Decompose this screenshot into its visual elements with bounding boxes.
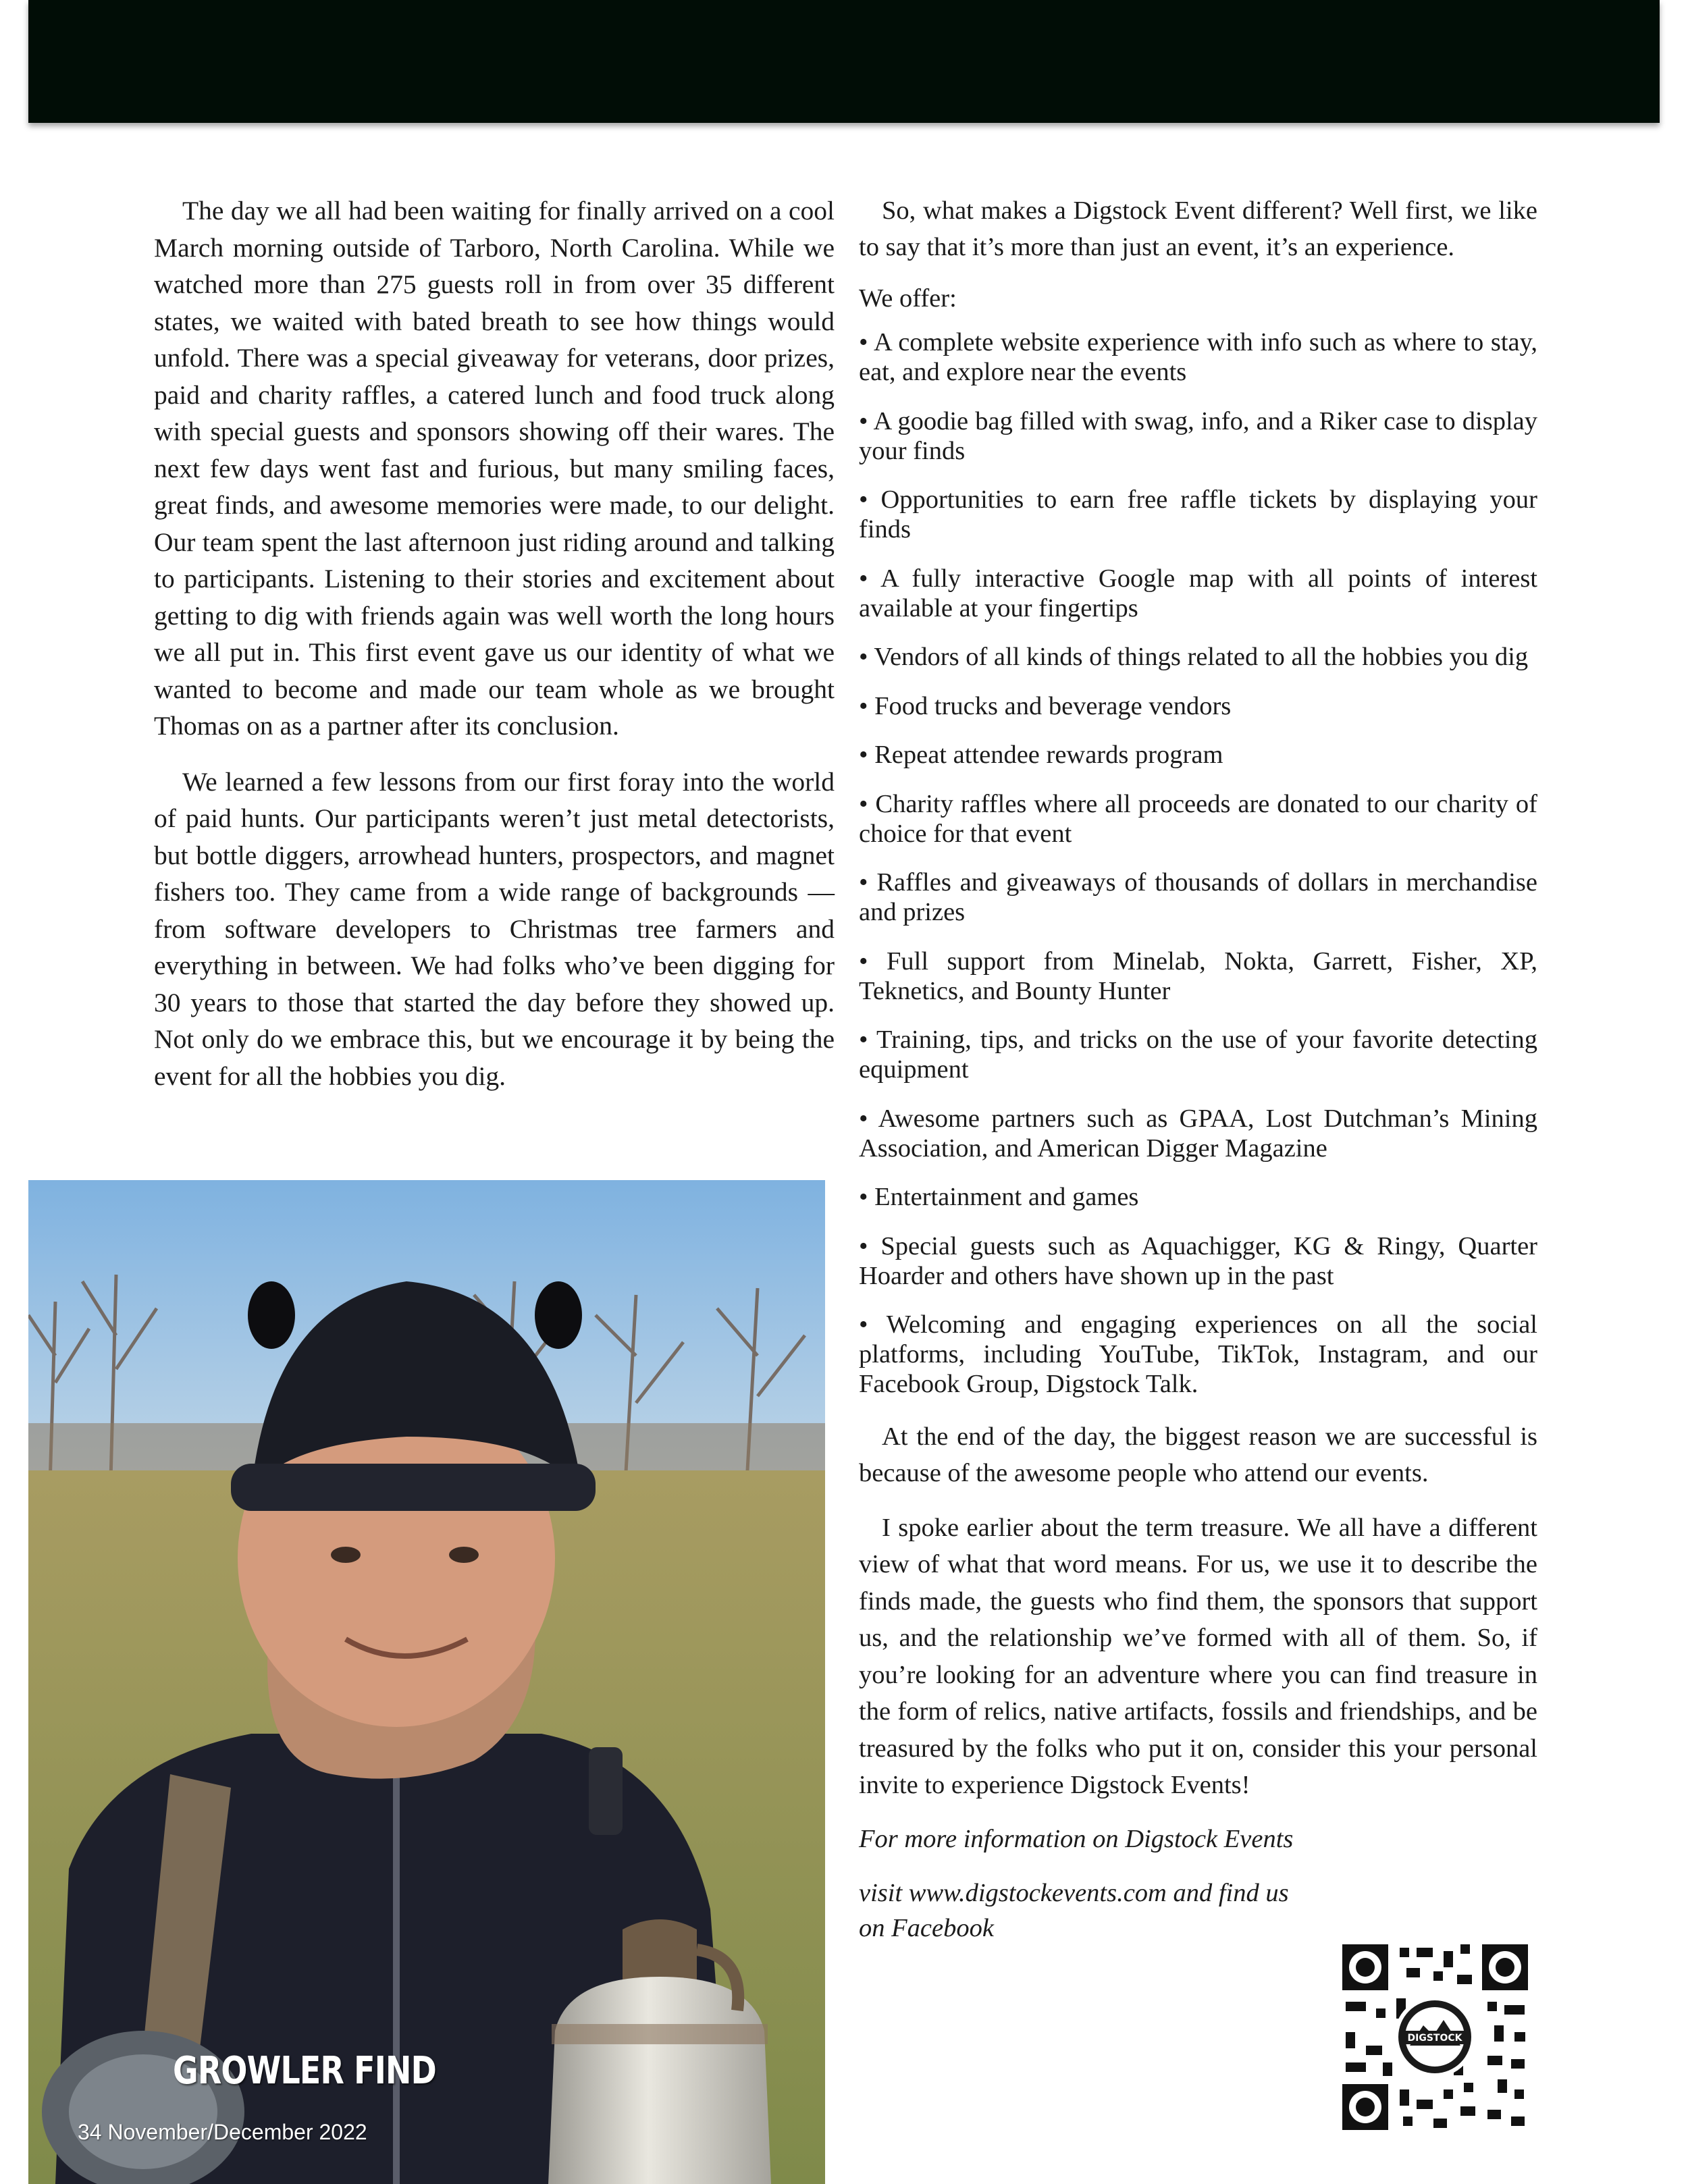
list-item: • Special guests such as Aquachigger, KG & Ringy, Quarter Hoarder and others have shown up in the past <box>859 1231 1537 1291</box>
header-bar <box>28 0 1660 123</box>
closing-paragraph: I spoke earlier about the term treasure. We all have a different view of what that word means. For us, we use it to describe the finds made, the guests who find them, the sponsors that support us, and the relationship we’ve formed with all of them. So, if you’re looking for an adventure where you can find treasure in the form of relics, native artifacts, fossils and friendships, and be treasured by the folks who put it on, consider this your personal invite to experience Digstock Events! <box>859 1513 1537 1799</box>
closing-paragraph: At the end of the day, the biggest reason we are successful is because of the awesome people who attend our events. <box>859 1422 1537 1487</box>
offer-list <box>859 327 1537 1399</box>
left-column <box>154 192 835 1113</box>
qr-code-icon[interactable] <box>1342 1944 1528 2130</box>
list-item: • Entertainment and games <box>859 1182 1537 1212</box>
qr-center-label: DIGSTOCK <box>1407 2033 1462 2044</box>
list-item: • Vendors of all kinds of things related to all the hobbies you dig <box>859 642 1537 672</box>
list-item: • Full support from Minelab, Nokta, Garrett, Fisher, XP, Teknetics, and Bounty Hunter <box>859 947 1537 1006</box>
photo-illustration <box>28 1180 825 2184</box>
article-paragraph: We learned a few lessons from our first foray into the world of paid hunts. Our participants weren’t just metal detectorists, but bottle diggers, arrowhead hunters, prospectors, and magnet fishers too. They came from a wide range of backgrounds — from software developers to Christmas tree farmers and everything in between. We had folks who’ve been digging for 30 years to those that started the day before they showed up. Not only do we embrace this, but we encourage it by being the event for all the hobbies you dig. <box>154 766 835 1091</box>
list-item: • Welcoming and engaging experiences on all the social platforms, including YouTube, TikTok, Instagram, and our Facebook Group, Digstock Talk. <box>859 1310 1537 1399</box>
intro-paragraph: So, what makes a Digstock Event different? Well first, we like to say that it’s more than just an event, it’s an experience. <box>859 196 1537 261</box>
article-photo <box>28 1180 825 2184</box>
list-item: • Food trucks and beverage vendors <box>859 691 1537 721</box>
list-item: • A goodie bag filled with swag, info, and a Riker case to display your finds <box>859 406 1537 466</box>
list-item: • Repeat attendee rewards program <box>859 740 1537 770</box>
right-column <box>859 192 1537 1946</box>
list-item: • A complete website experience with info such as where to stay, eat, and explore near the events <box>859 327 1537 387</box>
list-item: • Charity raffles where all proceeds are donated to our charity of choice for that event <box>859 789 1537 849</box>
list-item: • A fully interactive Google map with all points of interest available at your fingertips <box>859 564 1537 623</box>
photo-caption: GROWLER FIND <box>173 2049 436 2093</box>
article-paragraph: The day we all had been waiting for finally arrived on a cool March morning outside of Tarboro, North Carolina. While we watched more than 275 guests roll in from over 35 different states, we waited with bated breath to see how things would unfold. There was a special giveaway for veterans, door prizes, paid and charity raffles, a catered lunch and food truck along with special guests and sponsors showing off their wares. The next few days went fast and furious, but many smiling faces, great finds, and awesome memories were made, to our delight. Our team spent the last afternoon just riding around and talking to participants. Listening to their stories and excitement about getting to dig with friends again was well worth the long hours we all put in. This first event gave us our identity of what we wanted to become and made our team whole as we brought Thomas on as a partner after its conclusion. <box>154 196 835 741</box>
qr-code-graphic <box>1342 1944 1528 2130</box>
page-folio: 34 November/December 2022 <box>78 2120 367 2144</box>
list-item: • Awesome partners such as GPAA, Lost Dutchman’s Mining Association, and American Digger Magazine <box>859 1104 1537 1163</box>
info-line: For more information on Digstock Events <box>859 1824 1294 1853</box>
list-item: • Opportunities to earn free raffle tickets by displaying your finds <box>859 485 1537 544</box>
info-link-line: visit www.digstockevents.com and find us on Facebook <box>859 1878 1289 1942</box>
list-item: • Raffles and giveaways of thousands of dollars in merchandise and prizes <box>859 868 1537 927</box>
list-item: • Training, tips, and tricks on the use of your favorite detecting equipment <box>859 1025 1537 1084</box>
offer-heading: We offer: <box>859 284 957 313</box>
